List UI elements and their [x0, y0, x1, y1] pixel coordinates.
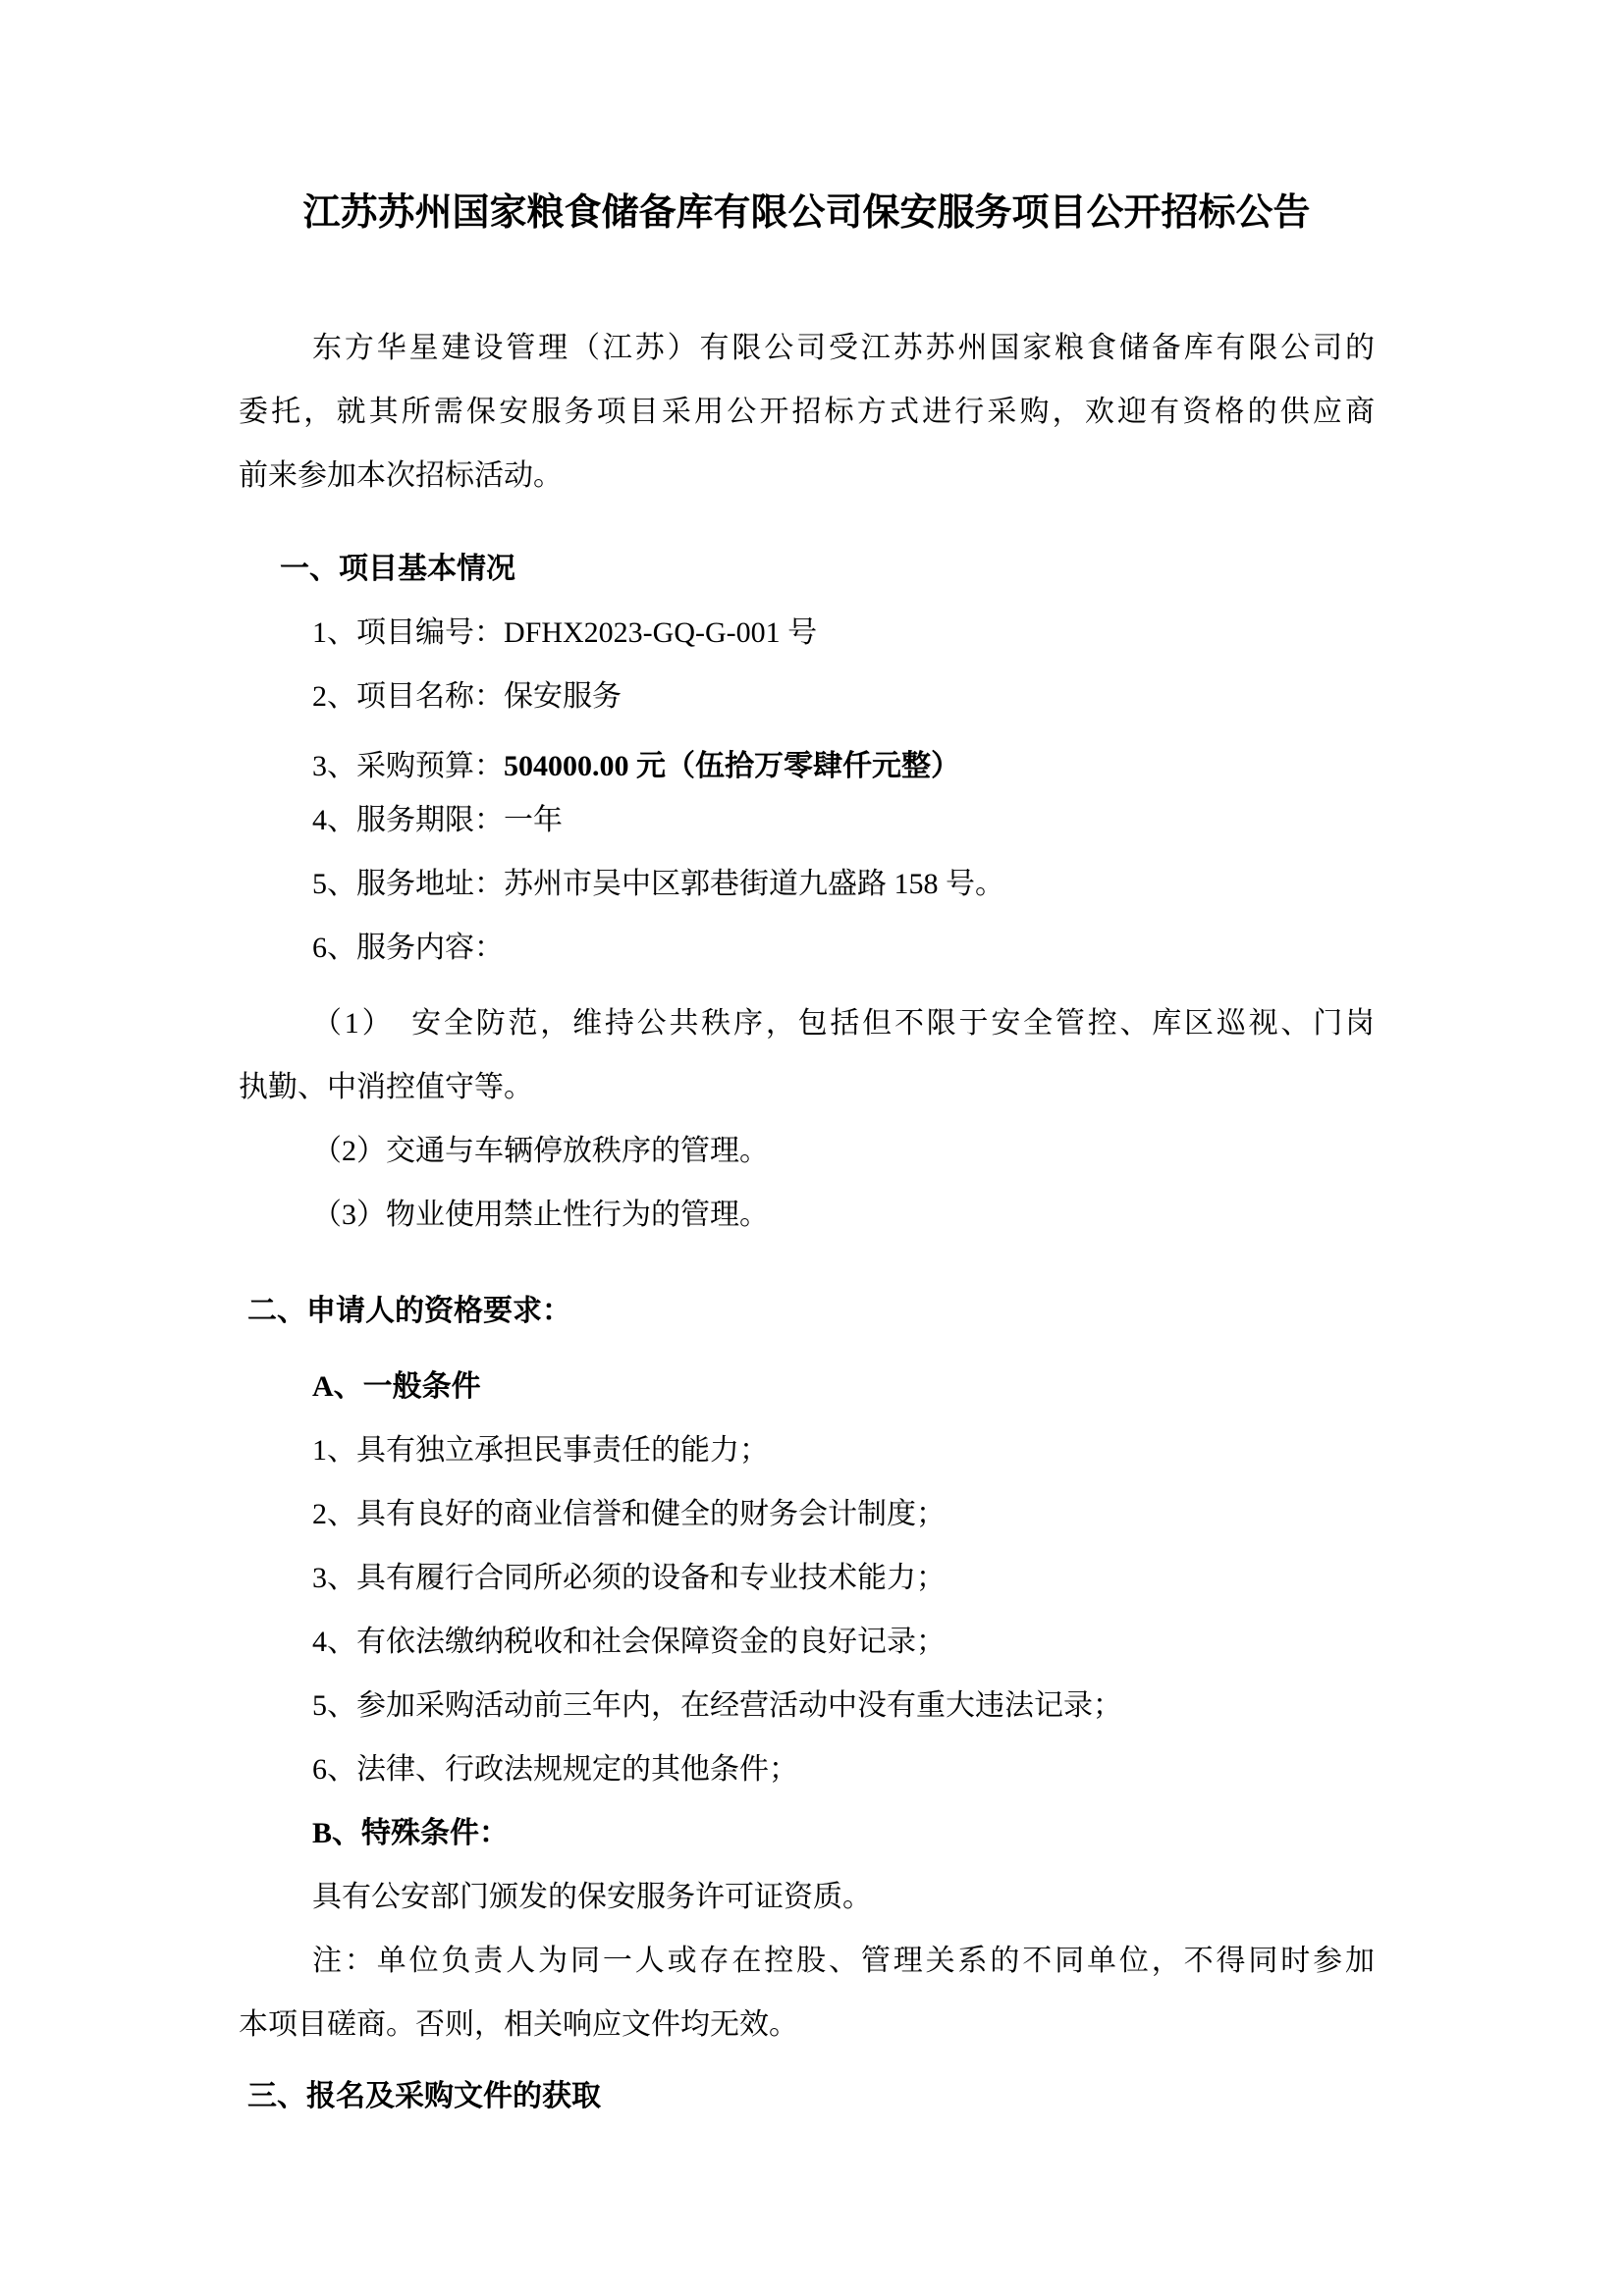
note-paragraph	[239, 1929, 1375, 2056]
service-content-sub-1-line-1: （1） 安全防范，维持公共秩序，包括但不限于安全管控、库区巡视、门岗	[312, 1007, 1375, 1040]
service-content-sub-2: （2）交通与车辆停放秩序的管理。	[312, 1135, 769, 1167]
service-content-sub-3: （3）物业使用禁止性行为的管理。	[312, 1199, 769, 1231]
note-line-2: 本项目磋商。否则，相关响应文件均无效。	[239, 2008, 798, 2041]
note-line-1: 注：单位负责人为同一人或存在控股、管理关系的不同单位，不得同时参加	[312, 1945, 1375, 1977]
general-condition-1: 1、具有独立承担民事责任的能力；	[312, 1434, 769, 1467]
intro-line-1: 东方华星建设管理（江苏）有限公司受江苏苏州国家粮食储备库有限公司的	[312, 332, 1375, 364]
service-term-item: 4、服务期限：一年	[312, 804, 563, 836]
document-title: 江苏苏州国家粮食储备库有限公司保安服务项目公开招标公告	[302, 192, 1311, 234]
intro-paragraph	[239, 316, 1375, 507]
intro-line-2: 委托，就其所需保安服务项目采用公开招标方式进行采购，欢迎有资格的供应商	[239, 396, 1375, 428]
general-condition-4: 4、有依法缴纳税收和社会保障资金的良好记录；	[312, 1626, 946, 1658]
service-content-item: 6、服务内容：	[312, 932, 504, 964]
general-condition-3: 3、具有履行合同所必须的设备和专业技术能力；	[312, 1562, 946, 1594]
general-condition-6: 6、法律、行政法规规定的其他条件；	[312, 1753, 798, 1786]
budget-value: 504000.00 元（伍拾万零肆仟元整）	[504, 750, 960, 782]
intro-line-3: 前来参加本次招标活动。	[239, 459, 563, 492]
general-condition-2: 2、具有良好的商业信誉和健全的财务会计制度；	[312, 1498, 946, 1530]
special-conditions-heading: B、特殊条件：	[312, 1817, 510, 1849]
section-3-heading: 三、报名及采购文件的获取	[247, 2080, 601, 2112]
service-address-item: 5、服务地址：苏州市吴中区郭巷街道九盛路 158 号。	[312, 868, 1004, 900]
service-content-sub-1	[239, 991, 1375, 1119]
service-content-sub-1-line-2: 执勤、中消控值守等。	[239, 1071, 533, 1103]
general-conditions-heading: A、一般条件	[312, 1370, 481, 1403]
section-2-heading: 二、申请人的资格要求：	[247, 1295, 571, 1327]
project-name-item: 2、项目名称：保安服务	[312, 680, 622, 713]
special-condition-text: 具有公安部门颁发的保安服务许可证资质。	[312, 1881, 872, 1913]
budget-label: 3、采购预算：	[312, 750, 504, 782]
project-number-item: 1、项目编号：DFHX2023-GQ-G-001 号	[312, 616, 818, 649]
section-1-heading: 一、项目基本情况	[280, 553, 515, 585]
general-condition-5: 5、参加采购活动前三年内，在经营活动中没有重大违法记录；	[312, 1689, 1122, 1722]
